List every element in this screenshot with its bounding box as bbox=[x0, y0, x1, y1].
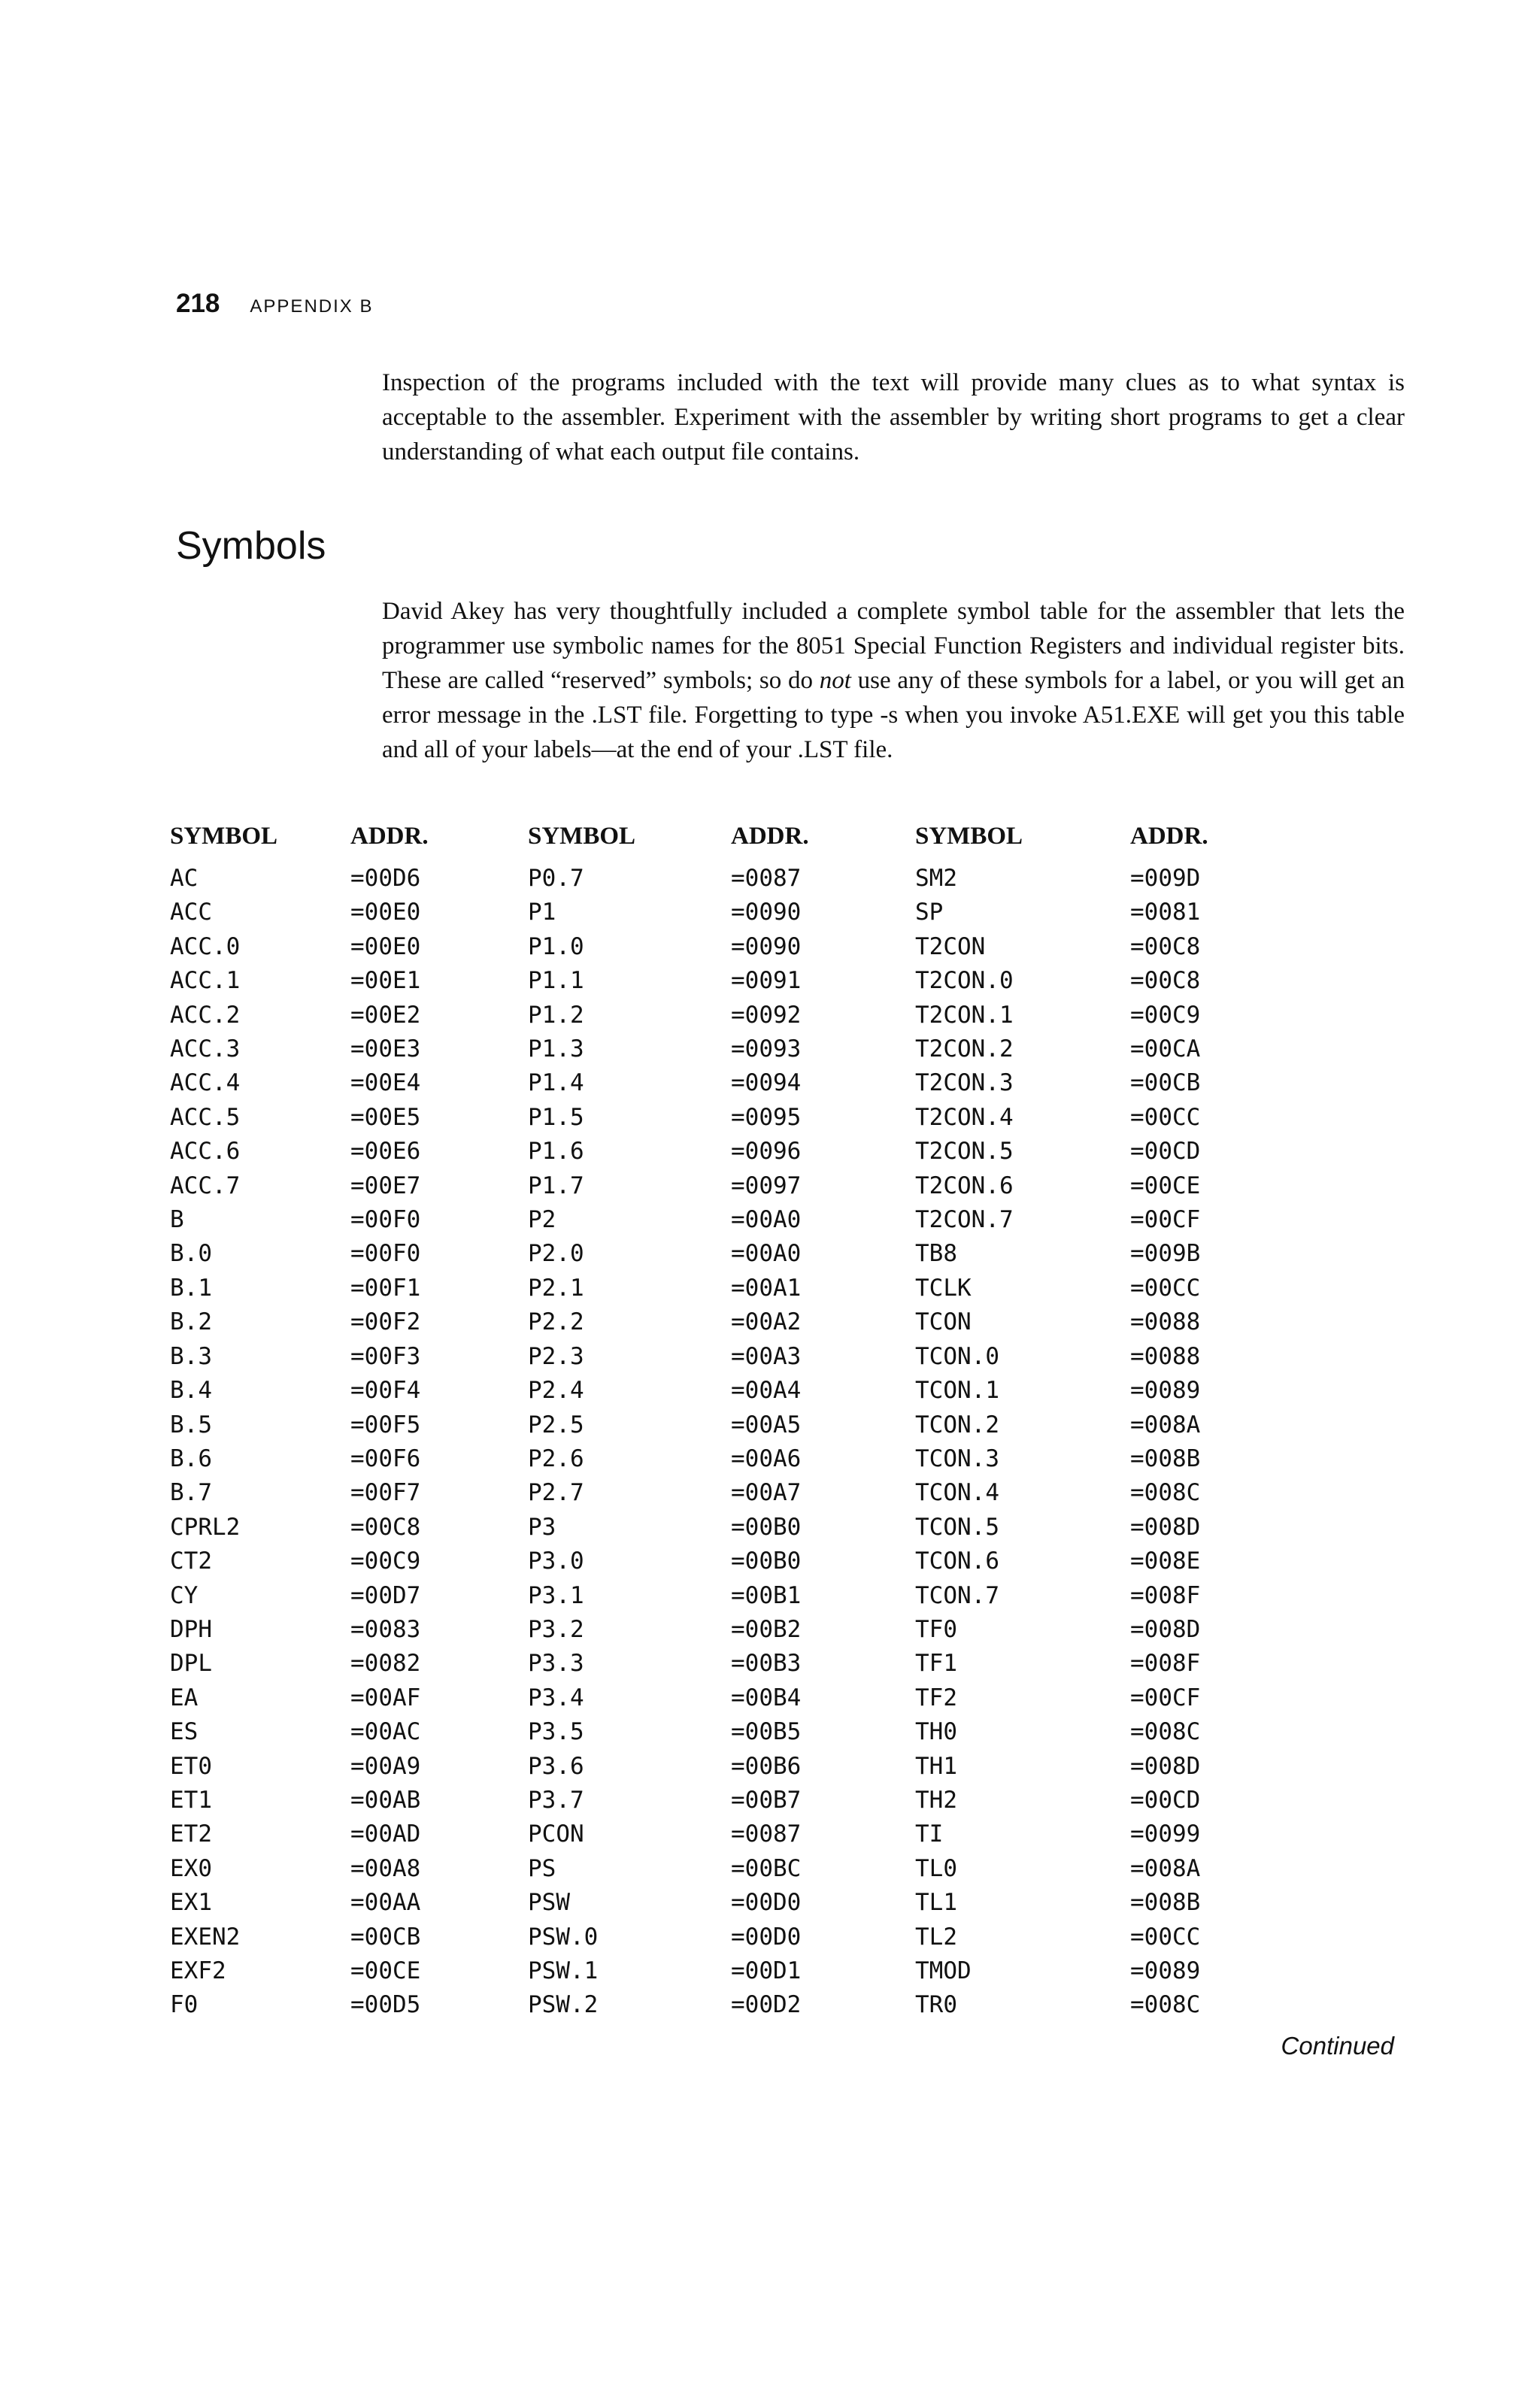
addr-cell: =0090 bbox=[731, 899, 802, 926]
addr-cell: =009B bbox=[1130, 1240, 1201, 1268]
symbol-cell: F0 bbox=[170, 1991, 199, 2019]
symbol-cell: T2CON.5 bbox=[915, 1138, 1014, 1166]
addr-cell: =00CB bbox=[1130, 1069, 1201, 1097]
symbol-cell: P1.6 bbox=[528, 1138, 584, 1166]
addr-cell: =0082 bbox=[350, 1650, 421, 1678]
symbol-cell: ACC.7 bbox=[170, 1172, 241, 1199]
table-row bbox=[170, 1988, 1281, 2022]
addr-cell: =008B bbox=[1130, 1889, 1201, 1917]
symbol-cell: T2CON.1 bbox=[915, 1001, 1014, 1029]
symbols-paragraph-emphasis: not bbox=[819, 667, 851, 694]
table-row bbox=[170, 1032, 1281, 1066]
symbols-paragraph bbox=[382, 594, 1405, 767]
table-row bbox=[170, 1476, 1281, 1510]
addr-cell: =00A5 bbox=[731, 1411, 802, 1438]
table-row bbox=[170, 1169, 1281, 1203]
addr-cell: =00B2 bbox=[731, 1615, 802, 1643]
addr-cell: =0095 bbox=[731, 1103, 802, 1131]
symbol-cell: PCON bbox=[528, 1820, 584, 1848]
addr-cell: =00A9 bbox=[350, 1752, 421, 1780]
table-row bbox=[170, 1852, 1281, 1886]
intro-paragraph: Inspection of the programs included with the text will provide many clues as to what syntax is acceptable to the assembler. Experiment with the assembler by writing short programs to get a clear understanding of what each output file contains. bbox=[382, 369, 1405, 465]
symbol-cell: TL1 bbox=[915, 1889, 957, 1917]
symbol-cell: ACC.0 bbox=[170, 932, 241, 960]
addr-cell: =00F0 bbox=[350, 1240, 421, 1268]
addr-cell: =00E3 bbox=[350, 1035, 421, 1063]
addr-cell: =008A bbox=[1130, 1854, 1201, 1882]
symbol-table-header-row bbox=[170, 823, 1281, 862]
symbol-cell: B.6 bbox=[170, 1445, 212, 1472]
symbol-cell: B.0 bbox=[170, 1240, 212, 1268]
addr-cell: =00B1 bbox=[731, 1581, 802, 1609]
symbol-cell: TCON.5 bbox=[915, 1513, 999, 1541]
symbol-cell: ACC.6 bbox=[170, 1138, 241, 1166]
symbol-cell: B.5 bbox=[170, 1411, 212, 1438]
symbol-cell: P2.0 bbox=[528, 1240, 584, 1268]
symbol-cell: ES bbox=[170, 1718, 199, 1746]
addr-cell: =00BC bbox=[731, 1854, 802, 1882]
table-row bbox=[170, 1920, 1281, 1954]
addr-cell: =00C9 bbox=[350, 1548, 421, 1575]
table-row bbox=[170, 1305, 1281, 1339]
symbol-cell: TF0 bbox=[915, 1615, 957, 1643]
table-row bbox=[170, 964, 1281, 998]
addr-cell: =00CD bbox=[1130, 1138, 1201, 1166]
symbol-cell: P1.1 bbox=[528, 967, 584, 995]
symbol-cell: B.7 bbox=[170, 1479, 212, 1507]
addr-cell: =00A1 bbox=[731, 1274, 802, 1302]
addr-cell: =00AF bbox=[350, 1684, 421, 1711]
symbol-cell: P3 bbox=[528, 1513, 556, 1541]
symbol-cell: TH2 bbox=[915, 1786, 957, 1814]
symbol-cell: P1.3 bbox=[528, 1035, 584, 1063]
symbol-cell: PSW.1 bbox=[528, 1957, 599, 1984]
addr-cell: =00F4 bbox=[350, 1377, 421, 1405]
symbol-cell: P2.2 bbox=[528, 1308, 584, 1336]
symbol-cell: TCON bbox=[915, 1308, 972, 1336]
symbol-cell: EX0 bbox=[170, 1854, 212, 1882]
addr-cell: =00CB bbox=[350, 1923, 421, 1951]
addr-cell: =0090 bbox=[731, 932, 802, 960]
column-header-symbol: SYMBOL bbox=[170, 823, 278, 850]
addr-cell: =0087 bbox=[731, 1820, 802, 1848]
table-row bbox=[170, 1135, 1281, 1169]
table-row bbox=[170, 1681, 1281, 1715]
addr-cell: =00B3 bbox=[731, 1650, 802, 1678]
addr-cell: =00B4 bbox=[731, 1684, 802, 1711]
symbol-cell: TCON.4 bbox=[915, 1479, 999, 1507]
table-row bbox=[170, 1374, 1281, 1408]
addr-cell: =00E6 bbox=[350, 1138, 421, 1166]
addr-cell: =00B6 bbox=[731, 1752, 802, 1780]
table-row bbox=[170, 930, 1281, 964]
symbol-cell: P3.3 bbox=[528, 1650, 584, 1678]
symbol-cell: ACC.1 bbox=[170, 967, 241, 995]
addr-cell: =00AB bbox=[350, 1786, 421, 1814]
symbol-cell: P3.0 bbox=[528, 1548, 584, 1575]
symbol-cell: CY bbox=[170, 1581, 199, 1609]
addr-cell: =0097 bbox=[731, 1172, 802, 1199]
table-row bbox=[170, 1750, 1281, 1784]
symbol-cell: B bbox=[170, 1206, 184, 1234]
addr-cell: =00E7 bbox=[350, 1172, 421, 1199]
symbol-cell: ET0 bbox=[170, 1752, 212, 1780]
addr-cell: =00A8 bbox=[350, 1854, 421, 1882]
symbol-cell: ET2 bbox=[170, 1820, 212, 1848]
addr-cell: =00B0 bbox=[731, 1548, 802, 1575]
addr-cell: =00F5 bbox=[350, 1411, 421, 1438]
symbol-cell: T2CON.3 bbox=[915, 1069, 1014, 1097]
addr-cell: =00E5 bbox=[350, 1103, 421, 1131]
symbol-cell: B.1 bbox=[170, 1274, 212, 1302]
table-row bbox=[170, 862, 1281, 896]
symbol-cell: T2CON.2 bbox=[915, 1035, 1014, 1063]
addr-cell: =0099 bbox=[1130, 1820, 1201, 1848]
table-row bbox=[170, 1511, 1281, 1545]
addr-cell: =008F bbox=[1130, 1581, 1201, 1609]
addr-cell: =00AA bbox=[350, 1889, 421, 1917]
symbol-cell: ACC.3 bbox=[170, 1035, 241, 1063]
addr-cell: =00F1 bbox=[350, 1274, 421, 1302]
addr-cell: =00CF bbox=[1130, 1206, 1201, 1234]
symbols-paragraph-part-1: David Akey has very thoughtfully included a complete symbol table for the assembler that lets the programmer use symbolic names for the 8051 Special Function Registers and individual register bits. These are called “reserved” symbols; so do bbox=[382, 598, 1405, 694]
symbol-cell: EA bbox=[170, 1684, 199, 1711]
symbol-cell: SP bbox=[915, 899, 944, 926]
addr-cell: =0081 bbox=[1130, 899, 1201, 926]
symbol-cell: ACC.4 bbox=[170, 1069, 241, 1097]
addr-cell: =00A4 bbox=[731, 1377, 802, 1405]
addr-cell: =00AD bbox=[350, 1820, 421, 1848]
table-row bbox=[170, 1066, 1281, 1100]
addr-cell: =00A6 bbox=[731, 1445, 802, 1472]
addr-cell: =00CD bbox=[1130, 1786, 1201, 1814]
addr-cell: =008D bbox=[1130, 1752, 1201, 1780]
addr-cell: =0094 bbox=[731, 1069, 802, 1097]
addr-cell: =0088 bbox=[1130, 1308, 1201, 1336]
symbol-cell: TL0 bbox=[915, 1854, 957, 1882]
symbol-cell: P2.7 bbox=[528, 1479, 584, 1507]
table-row bbox=[170, 1715, 1281, 1749]
symbol-cell: P1.0 bbox=[528, 932, 584, 960]
addr-cell: =0083 bbox=[350, 1615, 421, 1643]
symbol-cell: P2.1 bbox=[528, 1274, 584, 1302]
addr-cell: =008F bbox=[1130, 1650, 1201, 1678]
addr-cell: =008A bbox=[1130, 1411, 1201, 1438]
addr-cell: =0087 bbox=[731, 865, 802, 892]
addr-cell: =00CC bbox=[1130, 1274, 1201, 1302]
addr-cell: =00D2 bbox=[731, 1991, 802, 2019]
addr-cell: =00CE bbox=[1130, 1172, 1201, 1199]
symbol-cell: P1.4 bbox=[528, 1069, 584, 1097]
table-row bbox=[170, 1817, 1281, 1851]
symbol-cell: TI bbox=[915, 1820, 944, 1848]
column-header-symbol: SYMBOL bbox=[915, 823, 1023, 850]
addr-cell: =00F2 bbox=[350, 1308, 421, 1336]
symbol-table-body bbox=[170, 862, 1281, 2023]
addr-cell: =008C bbox=[1130, 1718, 1201, 1746]
addr-cell: =00F0 bbox=[350, 1206, 421, 1234]
symbol-cell: P3.6 bbox=[528, 1752, 584, 1780]
table-row bbox=[170, 896, 1281, 929]
symbol-cell: TR0 bbox=[915, 1991, 957, 2019]
symbol-cell: P3.2 bbox=[528, 1615, 584, 1643]
symbol-cell: P1.2 bbox=[528, 1001, 584, 1029]
addr-cell: =00D1 bbox=[731, 1957, 802, 1984]
addr-cell: =00A0 bbox=[731, 1240, 802, 1268]
symbol-cell: T2CON bbox=[915, 932, 986, 960]
table-row bbox=[170, 1886, 1281, 1920]
symbol-cell: T2CON.4 bbox=[915, 1103, 1014, 1131]
table-row bbox=[170, 1784, 1281, 1817]
symbol-cell: B.2 bbox=[170, 1308, 212, 1336]
addr-cell: =00E1 bbox=[350, 967, 421, 995]
symbol-cell: TH1 bbox=[915, 1752, 957, 1780]
table-row bbox=[170, 1272, 1281, 1305]
symbol-cell: T2CON.0 bbox=[915, 967, 1014, 995]
addr-cell: =00F3 bbox=[350, 1342, 421, 1370]
symbol-cell: DPL bbox=[170, 1650, 212, 1678]
symbol-cell: ACC.5 bbox=[170, 1103, 241, 1131]
symbol-cell: TCON.6 bbox=[915, 1548, 999, 1575]
column-header-addr: ADDR. bbox=[350, 823, 429, 850]
addr-cell: =00CE bbox=[350, 1957, 421, 1984]
addr-cell: =00C8 bbox=[1130, 932, 1201, 960]
symbol-cell: EX1 bbox=[170, 1889, 212, 1917]
symbol-cell: P2 bbox=[528, 1206, 556, 1234]
symbol-cell: P3.7 bbox=[528, 1786, 584, 1814]
table-row bbox=[170, 999, 1281, 1032]
addr-cell: =00E4 bbox=[350, 1069, 421, 1097]
symbol-cell: TCON.1 bbox=[915, 1377, 999, 1405]
symbol-cell: P2.4 bbox=[528, 1377, 584, 1405]
table-row bbox=[170, 1442, 1281, 1476]
addr-cell: =00E0 bbox=[350, 899, 421, 926]
addr-cell: =008B bbox=[1130, 1445, 1201, 1472]
addr-cell: =0096 bbox=[731, 1138, 802, 1166]
symbol-cell: TF1 bbox=[915, 1650, 957, 1678]
addr-cell: =00A2 bbox=[731, 1308, 802, 1336]
symbol-cell: PS bbox=[528, 1854, 556, 1882]
table-row bbox=[170, 1340, 1281, 1374]
symbol-cell: CPRL2 bbox=[170, 1513, 241, 1541]
symbol-cell: P3.1 bbox=[528, 1581, 584, 1609]
addr-cell: =00C8 bbox=[350, 1513, 421, 1541]
symbol-cell: PSW.2 bbox=[528, 1991, 599, 2019]
addr-cell: =00D6 bbox=[350, 865, 421, 892]
symbol-cell: B.4 bbox=[170, 1377, 212, 1405]
addr-cell: =00D7 bbox=[350, 1581, 421, 1609]
symbol-cell: ACC.2 bbox=[170, 1001, 241, 1029]
symbol-cell: CT2 bbox=[170, 1548, 212, 1575]
addr-cell: =00B0 bbox=[731, 1513, 802, 1541]
section-heading: Symbols bbox=[176, 524, 326, 568]
symbol-cell: PSW.0 bbox=[528, 1923, 599, 1951]
symbol-cell: ET1 bbox=[170, 1786, 212, 1814]
table-row bbox=[170, 1545, 1281, 1578]
symbol-cell: P2.6 bbox=[528, 1445, 584, 1472]
addr-cell: =00A3 bbox=[731, 1342, 802, 1370]
column-header-addr: ADDR. bbox=[1130, 823, 1208, 850]
symbol-cell: AC bbox=[170, 865, 199, 892]
table-row bbox=[170, 1613, 1281, 1647]
addr-cell: =00D0 bbox=[731, 1923, 802, 1951]
symbol-cell: P3.4 bbox=[528, 1684, 584, 1711]
addr-cell: =00E0 bbox=[350, 932, 421, 960]
addr-cell: =0092 bbox=[731, 1001, 802, 1029]
addr-cell: =008C bbox=[1130, 1479, 1201, 1507]
symbol-cell: TCON.2 bbox=[915, 1411, 999, 1438]
table-row bbox=[170, 1408, 1281, 1442]
symbol-cell: PSW bbox=[528, 1889, 570, 1917]
table-row bbox=[170, 1203, 1281, 1237]
addr-cell: =00F7 bbox=[350, 1479, 421, 1507]
table-row bbox=[170, 1647, 1281, 1681]
symbol-cell: TCLK bbox=[915, 1274, 972, 1302]
symbol-cell: P3.5 bbox=[528, 1718, 584, 1746]
symbol-cell: EXF2 bbox=[170, 1957, 226, 1984]
addr-cell: =00D0 bbox=[731, 1889, 802, 1917]
symbols-paragraph-part-2: use any of these symbols for a label, or you will get an error message in the .LST file. Forgetting to type -s when you invoke A51.EXE will get you this table and all of your labels—at the end of your .LST file. bbox=[382, 667, 1405, 763]
addr-cell: =00AC bbox=[350, 1718, 421, 1746]
symbol-cell: TL2 bbox=[915, 1923, 957, 1951]
addr-cell: =00C9 bbox=[1130, 1001, 1201, 1029]
addr-cell: =00E2 bbox=[350, 1001, 421, 1029]
symbol-cell: P1 bbox=[528, 899, 556, 926]
addr-cell: =0088 bbox=[1130, 1342, 1201, 1370]
addr-cell: =008D bbox=[1130, 1615, 1201, 1643]
addr-cell: =0091 bbox=[731, 967, 802, 995]
symbol-table bbox=[170, 823, 1281, 2023]
symbol-cell: EXEN2 bbox=[170, 1923, 241, 1951]
addr-cell: =0089 bbox=[1130, 1377, 1201, 1405]
table-row bbox=[170, 1237, 1281, 1271]
symbol-cell: T2CON.7 bbox=[915, 1206, 1014, 1234]
symbol-cell: TCON.0 bbox=[915, 1342, 999, 1370]
symbol-cell: B.3 bbox=[170, 1342, 212, 1370]
symbol-cell: P1.7 bbox=[528, 1172, 584, 1199]
running-head: APPENDIX B bbox=[250, 296, 374, 317]
table-row bbox=[170, 1954, 1281, 1988]
addr-cell: =00C8 bbox=[1130, 967, 1201, 995]
addr-cell: =00CF bbox=[1130, 1684, 1201, 1711]
table-row bbox=[170, 1579, 1281, 1613]
symbol-cell: TB8 bbox=[915, 1240, 957, 1268]
page-header bbox=[176, 289, 373, 319]
addr-cell: =008E bbox=[1130, 1548, 1201, 1575]
addr-cell: =00D5 bbox=[350, 1991, 421, 2019]
symbol-cell: DPH bbox=[170, 1615, 212, 1643]
table-row bbox=[170, 1101, 1281, 1135]
symbol-cell: TH0 bbox=[915, 1718, 957, 1746]
addr-cell: =008C bbox=[1130, 1991, 1201, 2019]
addr-cell: =00A7 bbox=[731, 1479, 802, 1507]
symbol-cell: T2CON.6 bbox=[915, 1172, 1014, 1199]
symbol-cell: P1.5 bbox=[528, 1103, 584, 1131]
addr-cell: =00B7 bbox=[731, 1786, 802, 1814]
symbol-cell: P0.7 bbox=[528, 865, 584, 892]
continued-note: Continued bbox=[1281, 2032, 1394, 2060]
addr-cell: =00A0 bbox=[731, 1206, 802, 1234]
column-header-addr: ADDR. bbox=[731, 823, 809, 850]
addr-cell: =00CA bbox=[1130, 1035, 1201, 1063]
addr-cell: =00CC bbox=[1130, 1103, 1201, 1131]
symbol-cell: ACC bbox=[170, 899, 212, 926]
symbol-cell: TF2 bbox=[915, 1684, 957, 1711]
addr-cell: =0089 bbox=[1130, 1957, 1201, 1984]
addr-cell: =009D bbox=[1130, 865, 1201, 892]
symbol-cell: P2.5 bbox=[528, 1411, 584, 1438]
addr-cell: =008D bbox=[1130, 1513, 1201, 1541]
column-header-symbol: SYMBOL bbox=[528, 823, 636, 850]
symbol-cell: TMOD bbox=[915, 1957, 972, 1984]
page-number: 218 bbox=[176, 289, 220, 318]
addr-cell: =00F6 bbox=[350, 1445, 421, 1472]
symbol-cell: TCON.3 bbox=[915, 1445, 999, 1472]
addr-cell: =0093 bbox=[731, 1035, 802, 1063]
addr-cell: =00B5 bbox=[731, 1718, 802, 1746]
addr-cell: =00CC bbox=[1130, 1923, 1201, 1951]
symbol-cell: SM2 bbox=[915, 865, 957, 892]
symbol-cell: TCON.7 bbox=[915, 1581, 999, 1609]
symbol-cell: P2.3 bbox=[528, 1342, 584, 1370]
